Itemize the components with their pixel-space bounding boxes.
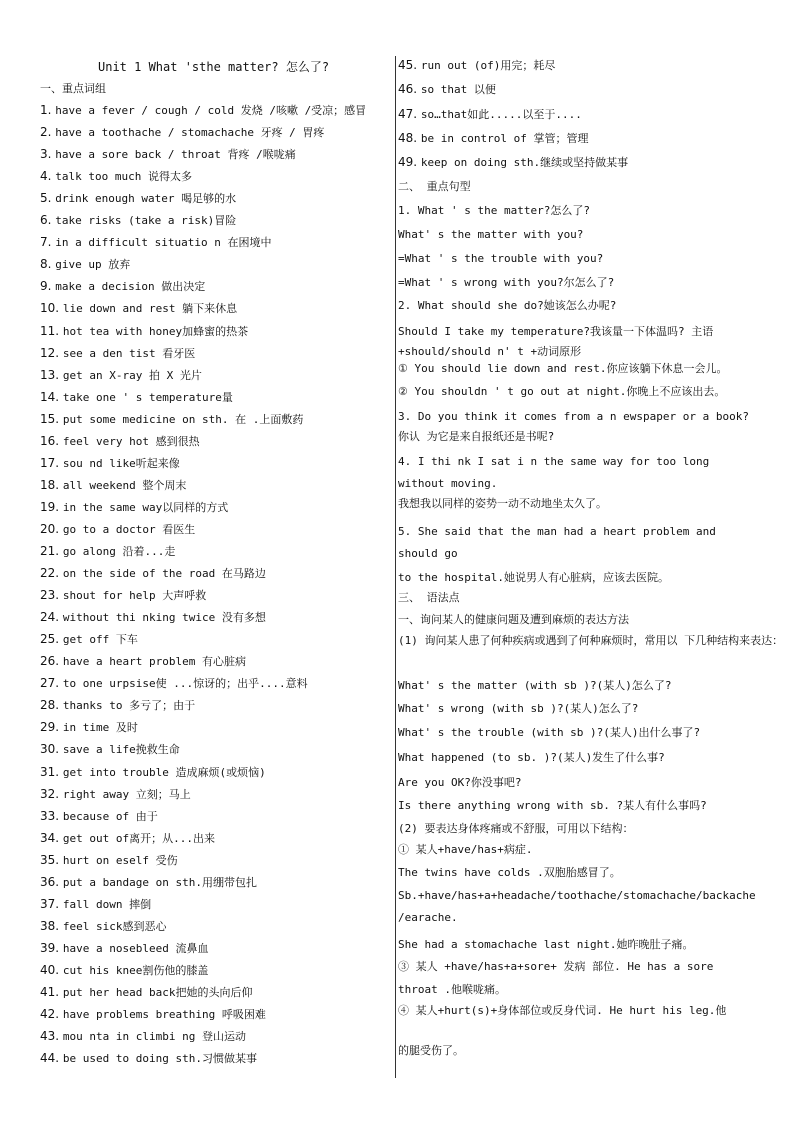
phrase-text: have problems breathing 呼吸困难 <box>62 1008 266 1022</box>
column-divider <box>395 56 396 1078</box>
phrase-item <box>40 742 180 757</box>
phrase-item <box>40 257 130 272</box>
phrase-number: 41. <box>40 985 63 999</box>
phrase-text: go along 沿着...走 <box>62 545 176 558</box>
phrase-number: 8. <box>40 257 56 272</box>
phrase-number: 26. <box>40 654 63 669</box>
phrase-text: get an X-ray 拍 X 光片 <box>62 368 202 382</box>
phrase-number: 24. <box>40 610 63 625</box>
phrase-number: 22. <box>40 566 63 581</box>
sentence-line: What' s the trouble (with sb )?(某人)出什么事了? <box>398 726 701 739</box>
phrase-number: 35. <box>40 852 63 867</box>
phrase-text: in a difficult situatio n 在困境中 <box>55 236 272 250</box>
sentence-line: She had a stomachache last night.她昨晚肚子痛。 <box>398 938 694 951</box>
phrase-number: 34. <box>40 830 63 845</box>
phrase-item <box>40 478 186 493</box>
phrase-item <box>40 368 202 383</box>
sentence-line: (2) 要表达身体疼痛或不舒服，可用以下结构： <box>398 822 634 835</box>
sentence-line: =What ' s wrong with you?尔怎么了? <box>398 276 615 289</box>
phrase-text: have a toothache / stomachache 牙疼 / 胃疼 <box>55 126 325 140</box>
phrase-item <box>40 787 191 802</box>
phrase-item <box>40 610 266 625</box>
sentence-line: ② You shouldn ' t go out at night.你晚上不应该出去。 <box>398 385 726 398</box>
phrase-text: go to a doctor 看医生 <box>62 522 196 536</box>
phrase-item <box>40 963 208 978</box>
phrase-item <box>40 1007 266 1022</box>
sentence-line: ① You should lie down and rest.你应该躺下休息一会儿。 <box>398 362 728 375</box>
phrase-item <box>40 809 158 824</box>
phrase-text: have a fever / cough / cold 发烧 /咳嗽 /受凉；感冒 <box>55 104 367 117</box>
phrase-text: drink enough water 喝足够的水 <box>55 192 237 206</box>
phrase-number: 18. <box>40 477 63 492</box>
phrase-item <box>40 522 195 537</box>
phrase-number: 39. <box>40 940 63 955</box>
phrase-number: 40. <box>40 962 63 977</box>
phrase-number: 7. <box>40 235 56 250</box>
phrase-text: shout for help 大声呼救 <box>62 589 207 603</box>
phrase-item <box>40 588 206 603</box>
phrase-number: 9. <box>40 279 56 294</box>
phrase-item <box>40 676 308 691</box>
phrase-item <box>40 191 236 206</box>
page-title: Unit 1 What 'sthe matter? 怎么了? <box>98 60 330 74</box>
phrase-item <box>398 82 496 97</box>
phrase-number: 45. <box>398 58 421 72</box>
phrase-text: in the same way以同样的方式 <box>62 500 229 514</box>
phrase-item <box>40 698 195 713</box>
phrase-text: without thi nking twice 没有多想 <box>62 611 266 625</box>
phrase-number: 30. <box>40 742 63 757</box>
phrase-text: get into trouble 造成麻烦(或烦恼) <box>62 765 266 779</box>
phrase-text: have a heart problem 有心脏病 <box>62 655 246 669</box>
phrase-item <box>40 235 271 250</box>
phrase-text: hot tea with honey加蜂蜜的热茶 <box>62 324 249 338</box>
sentence-line: 2. What should she do?她该怎么办呢? <box>398 299 617 312</box>
phrase-number: 19. <box>40 499 63 514</box>
phrase-number: 16. <box>40 433 63 448</box>
phrase-text: run out (of)用完；耗尽 <box>420 59 556 72</box>
phrase-item <box>40 147 296 162</box>
phrase-text: so that 以便 <box>420 83 496 96</box>
phrase-item <box>40 103 366 118</box>
sentence-line: throat .他喉咙痛。 <box>398 983 506 996</box>
phrase-number: 6. <box>40 213 56 228</box>
phrase-item <box>40 1029 246 1044</box>
phrase-text: fall down 摔倒 <box>62 897 152 911</box>
phrase-text: put some medicine on sth. 在 .上面敷药 <box>62 412 304 426</box>
phrase-number: 33. <box>40 808 63 823</box>
phrase-item <box>40 213 236 228</box>
phrase-number: 48. <box>398 131 421 145</box>
phrase-item <box>40 831 215 846</box>
phrase-text: in time 及时 <box>62 721 138 735</box>
phrase-text: to one urpsise使 ...惊讶的；出乎....意料 <box>62 677 308 691</box>
phrase-item <box>40 412 303 427</box>
phrase-item <box>40 720 138 735</box>
phrase-item <box>398 107 582 122</box>
phrase-text: give up 放弃 <box>55 258 131 272</box>
phrase-number: 15. <box>40 411 63 426</box>
sentence-line: Should I take my temperature?我该量一下体温吗? 主语+should/should n' t +动词原形 <box>398 325 714 358</box>
sentence-line: Sb.+have/has+a+headache/toothache/stomachache/backache <box>398 889 756 902</box>
phrase-text: because of 由于 <box>62 809 158 823</box>
phrase-number: 49. <box>398 155 421 169</box>
phrase-number: 44. <box>40 1051 63 1066</box>
phrase-number: 10. <box>40 301 63 316</box>
phrase-number: 21. <box>40 544 63 558</box>
phrases-heading: 一、重点词组 <box>40 82 106 95</box>
sentence-line: 1. What ' s the matter?怎么了? <box>398 204 590 217</box>
sentence-line: What happened (to sb. )?(某人)发生了什么事? <box>398 751 665 764</box>
phrase-item <box>40 169 192 184</box>
phrase-number: 3. <box>40 147 56 162</box>
phrase-item <box>40 1051 257 1066</box>
phrase-text: cut his knee割伤他的膝盖 <box>62 963 209 977</box>
phrase-number: 20. <box>40 521 63 536</box>
sentence-line: to the hospital.她说男人有心脏病，应该去医院。 <box>398 571 669 584</box>
phrase-text: mou nta in climbi ng 登山运动 <box>62 1030 246 1044</box>
phrase-text: lie down and rest 躺下来休息 <box>62 302 238 316</box>
phrase-number: 36. <box>40 874 63 889</box>
phrase-text: feel very hot 感到很热 <box>62 434 200 448</box>
phrase-item <box>40 919 167 934</box>
phrase-number: 32. <box>40 786 63 801</box>
phrase-number: 17. <box>40 455 63 470</box>
phrase-number: 42. <box>40 1007 63 1022</box>
phrase-number: 37. <box>40 896 63 911</box>
phrase-text: save a life挽救生命 <box>62 743 180 757</box>
sentence-line: 4. I thi nk I sat i n the same way for too long without moving. <box>398 455 710 490</box>
sentence-line: =What ' s the trouble with you? <box>398 252 604 265</box>
phrase-text: so…that如此.....以至于.... <box>420 108 582 121</box>
phrase-item <box>40 390 233 405</box>
phrase-item <box>40 897 151 912</box>
phrase-number: 1. <box>40 103 56 117</box>
phrase-text: put her head back把她的头向后仰 <box>62 986 253 999</box>
sentence-line: ③ 某人 +have/has+a+sore+ 发病 部位. He has a sore <box>398 960 714 973</box>
phrase-number: 29. <box>40 720 63 735</box>
phrase-text: right away 立刻；马上 <box>62 787 191 801</box>
sentence-line: What' s the matter with you? <box>398 228 584 241</box>
phrase-text: take one ' s temperature量 <box>62 390 233 404</box>
phrase-number: 47. <box>398 107 421 121</box>
phrase-text: take risks (take a risk)冒险 <box>55 214 237 228</box>
phrase-text: hurt on eself 受伤 <box>62 853 178 867</box>
phrase-item <box>40 632 138 647</box>
sentence-line: The twins have colds .双胞胎感冒了。 <box>398 866 621 879</box>
phrase-number: 2. <box>40 125 56 140</box>
phrase-text: thanks to 多亏了；由于 <box>62 699 196 713</box>
phrase-item <box>40 875 257 890</box>
phrase-text: on the side of the road 在马路边 <box>62 567 266 581</box>
phrase-number: 38. <box>40 918 63 933</box>
sentence-line: 我想我以同样的姿势一动不动地坐太久了。 <box>398 497 607 510</box>
sentence-line: 一、询问某人的健康问题及遭到麻烦的表达方法 <box>398 613 629 626</box>
phrase-text: put a bandage on sth.用绷带包扎 <box>62 875 257 889</box>
sentence-line: (1) 询问某人患了何种疾病或遇到了何种麻烦时，常用以 下几种结构来表达： <box>398 634 784 647</box>
phrase-text: make a decision 做出决定 <box>55 280 206 294</box>
phrase-number: 13. <box>40 367 63 382</box>
phrase-number: 5. <box>40 191 56 206</box>
sentence-line: 5. She said that the man had a heart problem and should go <box>398 525 716 560</box>
phrase-number: 46. <box>398 82 421 96</box>
phrase-item <box>40 301 237 316</box>
phrase-item <box>40 279 205 294</box>
sentence-line: 的腿受伤了。 <box>398 1044 464 1057</box>
sentence-line: ① 某人+have/has+病症. <box>398 843 533 856</box>
phrase-item <box>40 941 209 956</box>
sentence-line: 3. Do you think it comes from a n ewspaper or a book? 你认 为它是来自报纸还是书呢? <box>398 410 749 443</box>
phrase-text: feel sick感到恶心 <box>62 919 167 933</box>
phrase-number: 25. <box>40 632 63 647</box>
phrase-item <box>40 985 253 1000</box>
phrase-text: see a den tist 看牙医 <box>62 346 196 360</box>
phrase-number: 31. <box>40 764 63 779</box>
phrase-item <box>40 654 246 669</box>
phrase-text: sou nd like听起来像 <box>62 456 180 470</box>
phrase-item <box>40 765 266 780</box>
phrase-item <box>40 853 178 868</box>
sentence-line: What' s wrong (with sb )?(某人)怎么了? <box>398 702 639 715</box>
phrase-text: have a nosebleed 流鼻血 <box>62 941 209 955</box>
phrase-number: 28. <box>40 698 63 713</box>
phrase-text: be in control of 掌管；管理 <box>420 132 589 145</box>
phrase-item <box>40 500 228 515</box>
phrase-text: get out of离开；从...出来 <box>62 831 215 845</box>
sentence-line: ④ 某人+hurt(s)+身体部位或反身代词. He hurt his leg.他 <box>398 1004 727 1017</box>
sentence-line: 三、 语法点 <box>398 591 460 604</box>
phrase-number: 23. <box>40 588 63 603</box>
phrase-item <box>40 566 266 581</box>
phrase-item <box>398 155 628 170</box>
phrase-text: talk too much 说得太多 <box>55 170 192 184</box>
phrase-number: 43. <box>40 1029 63 1044</box>
phrase-text: be used to doing sth.习惯做某事 <box>62 1052 257 1066</box>
sentence-line: 二、 重点句型 <box>398 180 471 193</box>
phrase-item <box>40 324 248 339</box>
phrase-item <box>398 131 589 146</box>
phrase-text: all weekend 整个周末 <box>62 478 187 492</box>
phrase-number: 12. <box>40 345 63 360</box>
phrase-text: have a sore back / throat 背疼 /喉咙痛 <box>55 148 296 162</box>
phrase-number: 27. <box>40 676 63 691</box>
phrase-item <box>40 125 324 140</box>
phrase-item <box>40 346 195 361</box>
phrase-item <box>40 434 200 449</box>
phrase-item <box>398 58 555 73</box>
phrase-number: 11. <box>40 323 63 338</box>
phrase-item <box>40 544 175 559</box>
sentence-line: Is there anything wrong with sb. ?某人有什么事吗? <box>398 799 707 812</box>
phrase-number: 4. <box>40 169 56 184</box>
sentence-line: /earache. <box>398 911 458 924</box>
phrase-number: 14. <box>40 389 63 404</box>
phrase-text: keep on doing sth.继续或坚持做某事 <box>420 156 629 169</box>
sentence-line: What' s the matter (with sb )?(某人)怎么了? <box>398 679 672 692</box>
sentence-line: Are you OK?你没事吧? <box>398 776 522 789</box>
phrase-item <box>40 456 180 471</box>
phrase-text: get off 下车 <box>62 633 138 647</box>
